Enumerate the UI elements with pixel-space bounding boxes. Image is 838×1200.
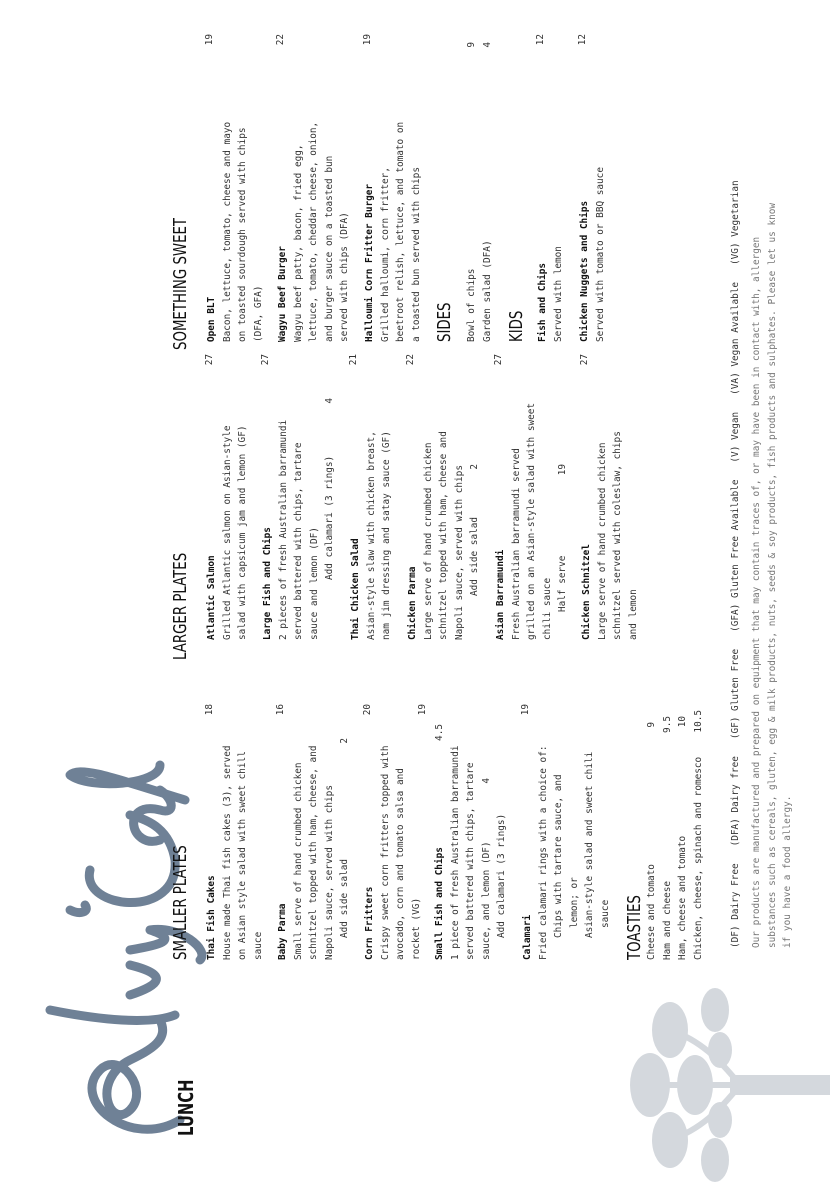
price: 19 bbox=[520, 704, 531, 716]
something-sweet-heading: SOMETHING SWEET bbox=[170, 217, 191, 350]
menu-item-corn-fritters: Corn Fritters Crispy sweet corn fritters topped with avocado, corn and tomato salsa and rocket (VG) 20 bbox=[362, 704, 422, 960]
price: 27 bbox=[579, 354, 590, 366]
side-row: Garden salad (DFA) 4 bbox=[481, 42, 493, 342]
price: 27 bbox=[260, 354, 271, 366]
menu-item-chicken-parma: Chicken Parma Large serve of hand crumbed chicken schnitzel topped with ham, cheese and Napoli sauce, served with chips Add side salad 2 22 bbox=[405, 380, 483, 640]
sides-list bbox=[464, 42, 495, 342]
menu-item-thai-chicken-salad: Thai Chicken Salad Asian-style slaw with chicken breast, nam jim dressing and satay sauce (GF) 21 bbox=[348, 354, 393, 640]
allergen-note: Our products are manufactured and prepared on equipment that may contain traces of, or may have been in contact with, allergen substances such as cereals, gluten, egg & milk products, nuts, seeds & soy products, fish products and sulphates. Please let us know if you have a food allergy. bbox=[751, 202, 794, 948]
price: 19 bbox=[204, 34, 215, 46]
price: 16 bbox=[275, 704, 286, 716]
price: 21 bbox=[348, 354, 359, 366]
price: 22 bbox=[405, 354, 416, 366]
price: 19 bbox=[417, 704, 428, 716]
side-row: Bowl of chips 9 bbox=[466, 42, 477, 342]
menu-item-atlantic-salmon: Atlantic Salmon Grilled Atlantic salmon on Asian-style salad with capsicum jam and lemon (GF) 27 bbox=[204, 354, 249, 640]
menu-item-baby-parma: Baby Parma Small serve of hand crumbed chicken schnitzel topped with ham, cheese, and Napoli sauce, served with chips Add side salad 2 16 bbox=[275, 724, 353, 960]
menu-item-halloumi-corn-fritter-burger: Halloumi Corn Fritter Burger Grilled halloumi, corn fritter, beetroot relish, lettuce, and tomato on a toasted bun served with chips 19 bbox=[362, 34, 422, 342]
kids-heading: KIDS bbox=[506, 310, 527, 342]
price: 20 bbox=[362, 704, 373, 716]
toastie-row: Cheese and tomato 9 bbox=[646, 722, 657, 960]
toastie-row: Chicken, cheese, spinach and romesco 10.5 bbox=[692, 710, 704, 960]
smaller-plates-heading: SMALLER PLATES bbox=[170, 845, 191, 960]
price: 18 bbox=[204, 704, 215, 716]
menu-item-calamari: Calamari Fried calamari rings with a choice of: Chips with tartare sauce, and lemon; or Asian-style salad and sweet chili sauce 19 bbox=[520, 704, 611, 960]
dietary-legend: (DF) Dairy Free (DFA) Dairy free (GF) Gluten Free (GFA) Gluten Free Available (V) Vegan (VA) Vegan Available (VG) Vegetarian bbox=[730, 180, 741, 948]
menu-item-kids-fish-and-chips: Fish and Chips Served with lemon 12 bbox=[535, 34, 564, 342]
menu-item-large-fish-and-chips: Large Fish and Chips 2 pieces of fresh Australian barramundi served battered with chips, tartare sauce and lemon (DF) Add calamari (3 rings) 4 27 bbox=[260, 380, 338, 640]
price: 12 bbox=[577, 34, 588, 46]
toasties-list bbox=[644, 710, 706, 960]
menu-item-asian-barramundi: Asian Barramundi Fresh Australian barramundi served grilled on an Asian-style salad with sweet chili sauce Half serve 19 27 bbox=[493, 370, 571, 640]
menu-title: LUNCH bbox=[174, 1079, 198, 1136]
price: 27 bbox=[493, 354, 504, 366]
addon-row: Add side salad 2 bbox=[339, 738, 351, 938]
menu-item-thai-fish-cakes: Thai Fish Cakes House made Thai fish cakes (3), served on Asian style salad with sweet chill sauce 18 bbox=[204, 704, 264, 960]
toastie-row: Ham, cheese and tomato 10 bbox=[677, 716, 689, 960]
menu-item-wagyu-beef-burger: Wagyu Beef Burger Wagyu beef patty, bacon, fried egg, lettuce, tomato, cheddar cheese, onion, and burger sauce on a toasted bun served with chips (DFA) 22 bbox=[275, 34, 351, 342]
menu-item-open-blt: Open BLT Bacon, lettuce, tomato, cheese and mayo on toasted sourdough served with chips (DFA, GFA) 19 bbox=[204, 34, 264, 342]
addon-row: Add side salad 2 bbox=[469, 464, 481, 596]
addon-row: Add calamari (3 rings) 4 bbox=[324, 398, 336, 580]
larger-plates-heading: LARGER PLATES bbox=[170, 552, 191, 660]
menu-item-small-fish-and-chips: Small Fish and Chips 4.5 1 piece of fresh Australian barramundi served battered with chips, tartare sauce, and lemon (DF) 4 Add calamari (3 rings) 19 bbox=[417, 704, 508, 960]
addon-row: Half serve 19 bbox=[557, 464, 569, 612]
toasties-heading: TOASTIES bbox=[624, 895, 645, 960]
tree-watermark-icon bbox=[610, 970, 830, 1200]
menu-item-chicken-schnitzel: Chicken Schnitzel Large serve of hand crumbed chicken schnitzel served with coleslaw, chips and lemon 27 bbox=[579, 354, 639, 640]
price: 19 bbox=[362, 34, 373, 46]
price: 27 bbox=[204, 354, 215, 366]
toastie-row: Ham and cheese 9.5 bbox=[661, 716, 673, 960]
sides-heading: SIDES bbox=[434, 302, 455, 342]
price: 22 bbox=[275, 34, 286, 46]
price: 12 bbox=[535, 34, 546, 46]
menu-item-chicken-nuggets-and-chips: Chicken Nuggets and Chips Served with tomato or BBQ sauce 12 bbox=[577, 34, 606, 342]
